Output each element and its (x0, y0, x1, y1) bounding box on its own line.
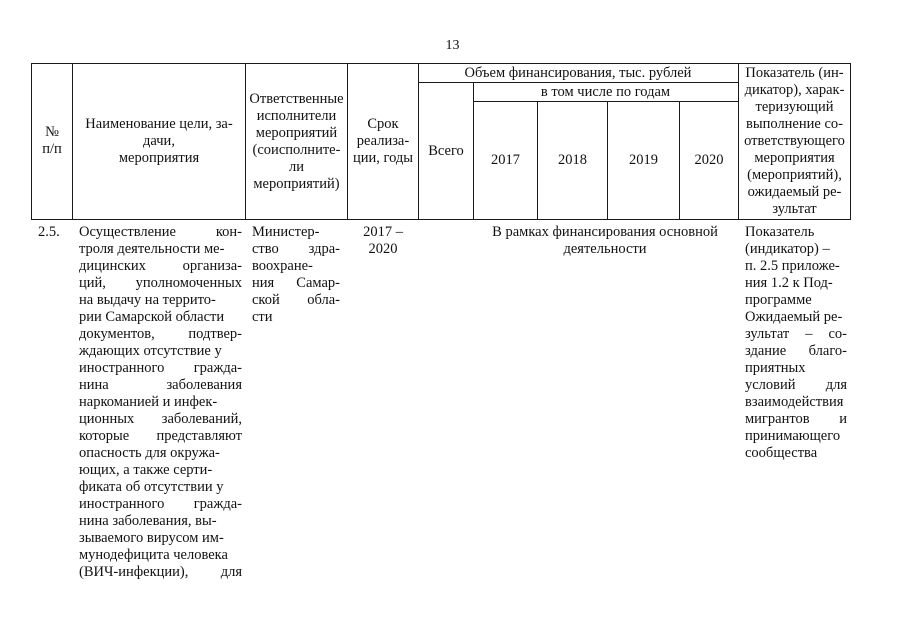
cell-word: Осуществление (79, 224, 176, 240)
cell-line: Показатель (745, 224, 815, 240)
row-funding: В рамках финансирования основной деятельности (492, 224, 718, 257)
cell-word: для (825, 377, 847, 393)
cell-word: ций, (79, 275, 106, 291)
cell-line: ющих, а также серти- (79, 462, 213, 478)
cell-line (79, 224, 242, 241)
cell-word: иностранного (79, 360, 165, 376)
cell-line (79, 496, 242, 513)
cell-word: иностранного (79, 496, 165, 512)
cell-word: благо- (808, 343, 847, 359)
cell-line (79, 428, 242, 445)
row-activity-name (79, 224, 242, 581)
cell-line (79, 377, 242, 394)
cell-word: зультат (745, 326, 790, 342)
cell-line: Ожидаемый ре- (745, 309, 843, 325)
cell-word: ния (252, 275, 275, 291)
cell-word: подтвер- (188, 326, 242, 342)
cell-word: – (805, 326, 813, 342)
cell-word: дицинских (79, 258, 146, 274)
cell-word: гражда- (193, 360, 242, 376)
cell-word: здание (745, 343, 787, 359)
cell-word: Самар- (296, 275, 340, 291)
cell-line: на выдачу на террито- (79, 292, 216, 308)
header-responsible: Ответственные исполнители мероприятий (соисполните- ли мероприятий) (249, 91, 344, 192)
row-term: 2017 – 2020 (363, 224, 403, 257)
header-indicator: Показатель (ин- дикатор), харак- теризующий выполнение со- ответствующего мероприятия (мероприятий), ожидаемый ре- зультат (744, 65, 845, 217)
cell-line: Министер- (252, 224, 320, 240)
cell-word: заболевания (166, 377, 242, 393)
header-year-2017: 2017 (491, 152, 520, 168)
cell-line: опасность для окружа- (79, 445, 220, 461)
cell-line (252, 292, 340, 309)
cell-line: нина заболевания, вы- (79, 513, 217, 529)
cell-word: ской (252, 292, 280, 308)
header-num: № п/п (42, 124, 62, 157)
header-by-years: в том числе по годам (540, 84, 671, 100)
cell-line (79, 360, 242, 377)
header-name: Наименование цели, за- дачи, мероприятия (85, 116, 233, 166)
header-term: Срок реализа- ции, годы (352, 116, 414, 166)
cell-word: обла- (307, 292, 340, 308)
cell-word: ционных (79, 411, 135, 427)
cell-line: сти (252, 309, 273, 325)
cell-word: представляют (156, 428, 242, 444)
cell-word: (ВИЧ-инфекции), (79, 564, 189, 580)
row-num: 2.5. (38, 224, 60, 240)
cell-line: зываемого вирусом им- (79, 530, 224, 546)
cell-line: сообщества (745, 445, 818, 461)
cell-word: организа- (182, 258, 242, 274)
header-year-2020: 2020 (694, 152, 724, 168)
cell-line (79, 564, 242, 581)
cell-word: документов, (79, 326, 155, 342)
row-indicator (745, 224, 847, 462)
cell-word: мигрантов (745, 411, 810, 427)
cell-line: ния 1.2 к Под- (745, 275, 833, 291)
cell-word: уполномоченных (135, 275, 242, 291)
cell-word: заболеваний, (161, 411, 242, 427)
cell-line (79, 258, 242, 275)
header-year-2019: 2019 (629, 152, 658, 168)
cell-word: гражда- (193, 496, 242, 512)
cell-line: п. 2.5 приложе- (745, 258, 840, 274)
cell-line: фиката об отсутствии у (79, 479, 224, 495)
cell-line (745, 377, 847, 394)
cell-line: взаимодействия (745, 394, 844, 410)
cell-word: ство (252, 241, 279, 257)
cell-word: и (839, 411, 847, 427)
row-responsible (252, 224, 340, 326)
cell-line: принимающего (745, 428, 841, 444)
header-year-2018: 2018 (558, 152, 587, 168)
cell-line: наркоманией и инфек- (79, 394, 218, 410)
cell-line: ждающих отсутствие у (79, 343, 222, 359)
header-funding: Объем финансирования, тыс. рублей (464, 65, 692, 81)
cell-line: (индикатор) – (745, 241, 830, 257)
cell-line (252, 241, 340, 258)
page-number: 13 (445, 38, 460, 53)
cell-line (79, 326, 242, 343)
cell-word: кон- (215, 224, 242, 240)
cell-line (79, 411, 242, 428)
cell-line (745, 411, 847, 428)
cell-line: рии Самарской области (79, 309, 225, 325)
cell-word: нина (79, 377, 109, 393)
cell-word: которые (79, 428, 130, 444)
cell-line: троля деятельности ме- (79, 241, 225, 257)
cell-word: условий (745, 377, 796, 393)
cell-line: программе (745, 292, 812, 308)
cell-line (79, 275, 242, 292)
cell-word: со- (828, 326, 847, 342)
cell-word: здра- (308, 241, 340, 257)
header-total: Всего (428, 143, 464, 159)
cell-line: приятных (745, 360, 806, 376)
cell-line: мунодефицита человека (79, 547, 228, 563)
cell-line (745, 326, 847, 343)
cell-line (252, 275, 340, 292)
cell-line: воохране- (252, 258, 313, 274)
cell-word: для (220, 564, 242, 580)
cell-line (745, 343, 847, 360)
